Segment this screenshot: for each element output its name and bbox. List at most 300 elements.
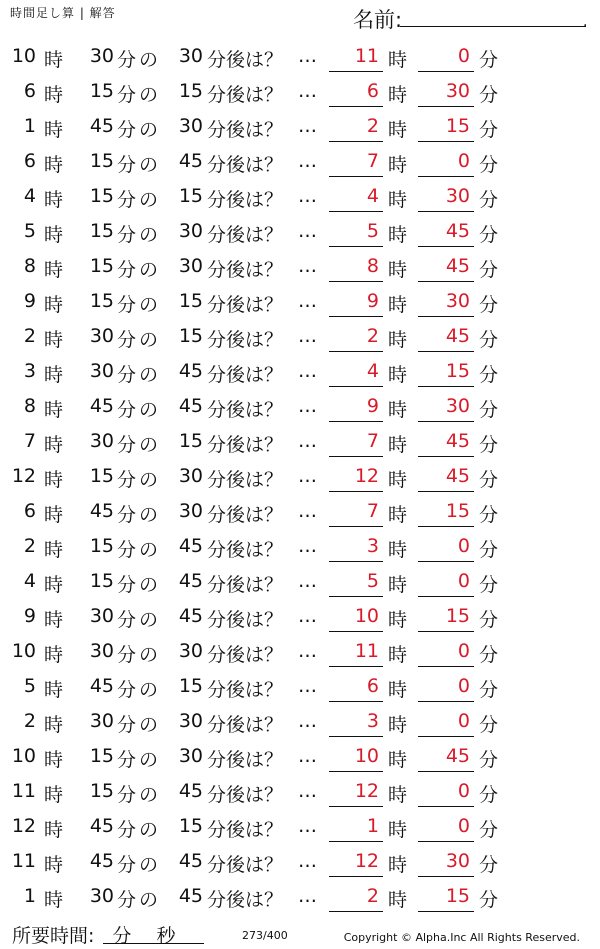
problem-list — [0, 38, 600, 913]
answer-hour: 10 — [354, 605, 379, 627]
answer-minute: 0 — [457, 640, 470, 662]
answer-hour: 7 — [366, 150, 379, 172]
answer-hour: 5 — [366, 220, 379, 242]
problem-row — [0, 668, 600, 703]
problem-start-minute: 30 — [89, 45, 114, 67]
answer-minute: 0 — [457, 535, 470, 557]
problem-start-minute: 45 — [89, 395, 114, 417]
hour-unit: 時 — [44, 714, 64, 736]
answer-minute: 0 — [457, 150, 470, 172]
answer-hour-unit: 時 — [388, 224, 408, 246]
answer-hour-unit: 時 — [388, 854, 408, 876]
problem-start-hour: 9 — [23, 605, 36, 627]
problem-start-minute: 15 — [89, 150, 114, 172]
answer-hour-unit: 時 — [388, 329, 408, 351]
particle-no: の — [139, 819, 159, 841]
question-text: 分後は？ — [207, 294, 284, 316]
minute-unit: 分 — [117, 504, 137, 526]
problem-start-hour: 2 — [23, 325, 36, 347]
minute-unit: 分 — [117, 889, 137, 911]
problem-row — [0, 773, 600, 808]
hour-unit: 時 — [44, 469, 64, 491]
hour-unit: 時 — [44, 644, 64, 666]
answer-hour-unit: 時 — [388, 749, 408, 771]
problem-row — [0, 108, 600, 143]
answer-minute-underline — [418, 911, 474, 912]
problem-added-minutes: 15 — [178, 290, 203, 312]
problem-start-minute: 15 — [89, 465, 114, 487]
answer-minute-underline — [418, 666, 474, 667]
answer-hour: 2 — [366, 115, 379, 137]
minute-unit: 分 — [117, 749, 137, 771]
answer-minute-underline — [418, 736, 474, 737]
answer-hour-underline — [329, 631, 383, 632]
ellipsis: … — [298, 325, 317, 347]
problem-start-hour: 5 — [23, 675, 36, 697]
answer-hour-underline — [329, 386, 383, 387]
answer-minute: 45 — [445, 745, 470, 767]
hour-unit: 時 — [44, 84, 64, 106]
problem-start-hour: 4 — [23, 570, 36, 592]
answer-hour: 9 — [366, 290, 379, 312]
problem-start-hour: 1 — [23, 885, 36, 907]
problem-added-minutes: 45 — [178, 360, 203, 382]
answer-minute: 15 — [445, 885, 470, 907]
answer-minute: 45 — [445, 255, 470, 277]
question-text: 分後は？ — [207, 854, 284, 876]
ellipsis: … — [298, 710, 317, 732]
answer-hour-unit: 時 — [388, 154, 408, 176]
ellipsis: … — [298, 640, 317, 662]
particle-no: の — [139, 49, 159, 71]
elapsed-time-label: 所要時間: 分 秒 — [12, 925, 176, 947]
problem-row — [0, 563, 600, 598]
particle-no: の — [139, 154, 159, 176]
particle-no: の — [139, 294, 159, 316]
problem-start-minute: 15 — [89, 535, 114, 557]
problem-start-hour: 10 — [11, 745, 36, 767]
problem-row — [0, 213, 600, 248]
problem-row — [0, 353, 600, 388]
answer-hour: 2 — [366, 325, 379, 347]
question-text: 分後は？ — [207, 749, 284, 771]
problem-row — [0, 703, 600, 738]
ellipsis: … — [298, 150, 317, 172]
answer-hour-underline — [329, 71, 383, 72]
minute-unit: 分 — [117, 539, 137, 561]
problem-row — [0, 843, 600, 878]
problem-start-minute: 15 — [89, 780, 114, 802]
hour-unit: 時 — [44, 399, 64, 421]
question-text: 分後は？ — [207, 784, 284, 806]
problem-added-minutes: 45 — [178, 395, 203, 417]
minute-unit: 分 — [117, 784, 137, 806]
answer-minute: 0 — [457, 710, 470, 732]
question-text: 分後は？ — [207, 679, 284, 701]
answer-minute-unit: 分 — [479, 259, 499, 281]
answer-minute-unit: 分 — [479, 714, 499, 736]
answer-minute-underline — [418, 141, 474, 142]
ellipsis: … — [298, 255, 317, 277]
particle-no: の — [139, 854, 159, 876]
problem-row — [0, 528, 600, 563]
problem-added-minutes: 30 — [178, 220, 203, 242]
hour-unit: 時 — [44, 434, 64, 456]
answer-hour-unit: 時 — [388, 784, 408, 806]
answer-hour: 5 — [366, 570, 379, 592]
problem-added-minutes: 45 — [178, 605, 203, 627]
answer-hour-underline — [329, 491, 383, 492]
hour-unit: 時 — [44, 854, 64, 876]
answer-minute-underline — [418, 876, 474, 877]
problem-start-hour: 6 — [23, 80, 36, 102]
problem-row — [0, 808, 600, 843]
problem-start-minute: 30 — [89, 885, 114, 907]
elapsed-time-underline — [103, 943, 204, 944]
hour-unit: 時 — [44, 504, 64, 526]
answer-hour-unit: 時 — [388, 889, 408, 911]
answer-minute-underline — [418, 106, 474, 107]
answer-minute-unit: 分 — [479, 679, 499, 701]
answer-hour-underline — [329, 526, 383, 527]
answer-minute-unit: 分 — [479, 784, 499, 806]
answer-minute: 15 — [445, 360, 470, 382]
hour-unit: 時 — [44, 574, 64, 596]
problem-start-minute: 30 — [89, 605, 114, 627]
answer-minute-unit: 分 — [479, 539, 499, 561]
minute-unit: 分 — [117, 469, 137, 491]
particle-no: の — [139, 119, 159, 141]
hour-unit: 時 — [44, 749, 64, 771]
ellipsis: … — [298, 360, 317, 382]
problem-start-minute: 45 — [89, 500, 114, 522]
particle-no: の — [139, 364, 159, 386]
ellipsis: … — [298, 395, 317, 417]
minute-unit: 分 — [117, 119, 137, 141]
answer-hour-unit: 時 — [388, 49, 408, 71]
problem-added-minutes: 30 — [178, 465, 203, 487]
ellipsis: … — [298, 850, 317, 872]
worksheet-title: 時間足し算 | 解答 — [10, 6, 116, 20]
problem-row — [0, 388, 600, 423]
ellipsis: … — [298, 500, 317, 522]
ellipsis: … — [298, 815, 317, 837]
answer-hour: 7 — [366, 500, 379, 522]
answer-minute-unit: 分 — [479, 504, 499, 526]
problem-added-minutes: 45 — [178, 885, 203, 907]
problem-start-hour: 6 — [23, 150, 36, 172]
answer-hour: 6 — [366, 80, 379, 102]
hour-unit: 時 — [44, 154, 64, 176]
problem-added-minutes: 30 — [178, 745, 203, 767]
answer-hour-underline — [329, 351, 383, 352]
answer-minute-unit: 分 — [479, 854, 499, 876]
particle-no: の — [139, 714, 159, 736]
particle-no: の — [139, 434, 159, 456]
answer-minute-unit: 分 — [479, 329, 499, 351]
problem-start-hour: 2 — [23, 535, 36, 557]
minute-unit: 分 — [117, 574, 137, 596]
problem-added-minutes: 15 — [178, 185, 203, 207]
minute-unit: 分 — [117, 364, 137, 386]
particle-no: の — [139, 644, 159, 666]
answer-hour-underline — [329, 561, 383, 562]
particle-no: の — [139, 889, 159, 911]
answer-hour: 3 — [366, 535, 379, 557]
problem-start-hour: 4 — [23, 185, 36, 207]
answer-hour-underline — [329, 806, 383, 807]
question-text: 分後は？ — [207, 224, 284, 246]
answer-minute: 45 — [445, 430, 470, 452]
problem-start-minute: 30 — [89, 360, 114, 382]
question-text: 分後は？ — [207, 434, 284, 456]
answer-minute: 0 — [457, 45, 470, 67]
hour-unit: 時 — [44, 224, 64, 246]
problem-added-minutes: 15 — [178, 325, 203, 347]
answer-minute-underline — [418, 176, 474, 177]
answer-hour-underline — [329, 666, 383, 667]
problem-start-minute: 15 — [89, 290, 114, 312]
answer-hour-underline — [329, 141, 383, 142]
answer-minute: 0 — [457, 675, 470, 697]
question-text: 分後は？ — [207, 714, 284, 736]
answer-hour-unit: 時 — [388, 294, 408, 316]
hour-unit: 時 — [44, 784, 64, 806]
problem-start-minute: 30 — [89, 640, 114, 662]
problem-row — [0, 878, 600, 913]
answer-minute-unit: 分 — [479, 119, 499, 141]
answer-minute: 30 — [445, 395, 470, 417]
answer-hour-unit: 時 — [388, 364, 408, 386]
page-number: 273/400 — [242, 929, 288, 942]
question-text: 分後は？ — [207, 819, 284, 841]
answer-minute-underline — [418, 771, 474, 772]
answer-hour-unit: 時 — [388, 189, 408, 211]
question-text: 分後は？ — [207, 189, 284, 211]
answer-hour-underline — [329, 596, 383, 597]
answer-minute-underline — [418, 351, 474, 352]
problem-start-minute: 30 — [89, 325, 114, 347]
problem-added-minutes: 30 — [178, 45, 203, 67]
answer-minute-underline — [418, 316, 474, 317]
answer-minute-underline — [418, 596, 474, 597]
answer-hour-unit: 時 — [388, 539, 408, 561]
problem-start-hour: 9 — [23, 290, 36, 312]
ellipsis: … — [298, 290, 317, 312]
problem-start-hour: 11 — [11, 780, 36, 802]
minute-unit: 分 — [117, 329, 137, 351]
problem-added-minutes: 45 — [178, 535, 203, 557]
question-text: 分後は？ — [207, 329, 284, 351]
answer-minute: 15 — [445, 500, 470, 522]
answer-minute-unit: 分 — [479, 294, 499, 316]
problem-added-minutes: 45 — [178, 570, 203, 592]
problem-row — [0, 178, 600, 213]
problem-added-minutes: 30 — [178, 255, 203, 277]
question-text: 分後は？ — [207, 539, 284, 561]
problem-row — [0, 38, 600, 73]
answer-minute-underline — [418, 526, 474, 527]
answer-hour: 11 — [354, 640, 379, 662]
question-text: 分後は？ — [207, 119, 284, 141]
ellipsis: … — [298, 535, 317, 557]
hour-unit: 時 — [44, 889, 64, 911]
problem-row — [0, 423, 600, 458]
hour-unit: 時 — [44, 329, 64, 351]
problem-added-minutes: 30 — [178, 710, 203, 732]
ellipsis: … — [298, 45, 317, 67]
problem-row — [0, 318, 600, 353]
answer-hour-unit: 時 — [388, 119, 408, 141]
answer-minute: 45 — [445, 325, 470, 347]
answer-minute-underline — [418, 386, 474, 387]
hour-unit: 時 — [44, 819, 64, 841]
answer-hour: 11 — [354, 45, 379, 67]
problem-row — [0, 458, 600, 493]
ellipsis: … — [298, 885, 317, 907]
problem-added-minutes: 45 — [178, 150, 203, 172]
problem-start-hour: 10 — [11, 640, 36, 662]
answer-hour-unit: 時 — [388, 259, 408, 281]
answer-hour-underline — [329, 316, 383, 317]
answer-hour-unit: 時 — [388, 644, 408, 666]
particle-no: の — [139, 574, 159, 596]
answer-minute: 15 — [445, 605, 470, 627]
minute-unit: 分 — [117, 84, 137, 106]
answer-minute-unit: 分 — [479, 224, 499, 246]
problem-added-minutes: 15 — [178, 80, 203, 102]
question-text: 分後は？ — [207, 644, 284, 666]
answer-minute-underline — [418, 841, 474, 842]
answer-minute: 45 — [445, 465, 470, 487]
answer-hour-underline — [329, 736, 383, 737]
answer-minute-unit: 分 — [479, 574, 499, 596]
problem-start-hour: 6 — [23, 500, 36, 522]
problem-start-hour: 10 — [11, 45, 36, 67]
copyright-notice: Copyright © Alpha.Inc All Rights Reserved. — [343, 931, 580, 944]
particle-no: の — [139, 189, 159, 211]
answer-hour-unit: 時 — [388, 609, 408, 631]
minute-unit: 分 — [117, 644, 137, 666]
answer-hour-unit: 時 — [388, 469, 408, 491]
answer-minute-underline — [418, 246, 474, 247]
problem-start-hour: 3 — [23, 360, 36, 382]
answer-minute-unit: 分 — [479, 49, 499, 71]
answer-minute-underline — [418, 806, 474, 807]
answer-minute-unit: 分 — [479, 189, 499, 211]
answer-hour: 4 — [366, 185, 379, 207]
answer-minute-underline — [418, 281, 474, 282]
problem-start-minute: 15 — [89, 80, 114, 102]
answer-minute-unit: 分 — [479, 469, 499, 491]
ellipsis: … — [298, 80, 317, 102]
answer-minute: 0 — [457, 815, 470, 837]
answer-minute-underline — [418, 631, 474, 632]
answer-hour-underline — [329, 701, 383, 702]
problem-start-hour: 1 — [23, 115, 36, 137]
problem-start-minute: 45 — [89, 815, 114, 837]
answer-hour: 3 — [366, 710, 379, 732]
minute-unit: 分 — [117, 819, 137, 841]
problem-added-minutes: 30 — [178, 640, 203, 662]
answer-hour-underline — [329, 176, 383, 177]
answer-hour-underline — [329, 106, 383, 107]
particle-no: の — [139, 329, 159, 351]
particle-no: の — [139, 84, 159, 106]
minute-unit: 分 — [117, 714, 137, 736]
answer-hour-underline — [329, 211, 383, 212]
answer-minute: 0 — [457, 780, 470, 802]
name-label: 名前: — [353, 8, 403, 32]
particle-no: の — [139, 224, 159, 246]
hour-unit: 時 — [44, 679, 64, 701]
minute-unit: 分 — [117, 434, 137, 456]
answer-hour: 12 — [354, 850, 379, 872]
ellipsis: … — [298, 570, 317, 592]
problem-row — [0, 73, 600, 108]
question-text: 分後は？ — [207, 504, 284, 526]
question-text: 分後は？ — [207, 259, 284, 281]
answer-hour-unit: 時 — [388, 399, 408, 421]
particle-no: の — [139, 679, 159, 701]
answer-minute-underline — [418, 71, 474, 72]
particle-no: の — [139, 259, 159, 281]
answer-minute-underline — [418, 561, 474, 562]
ellipsis: … — [298, 430, 317, 452]
answer-hour: 4 — [366, 360, 379, 382]
problem-start-minute: 30 — [89, 710, 114, 732]
particle-no: の — [139, 749, 159, 771]
minute-unit: 分 — [117, 679, 137, 701]
problem-row — [0, 248, 600, 283]
hour-unit: 時 — [44, 294, 64, 316]
problem-added-minutes: 30 — [178, 115, 203, 137]
question-text: 分後は？ — [207, 469, 284, 491]
answer-hour: 9 — [366, 395, 379, 417]
answer-minute-unit: 分 — [479, 609, 499, 631]
answer-hour-unit: 時 — [388, 679, 408, 701]
hour-unit: 時 — [44, 609, 64, 631]
problem-start-minute: 45 — [89, 850, 114, 872]
answer-hour-unit: 時 — [388, 574, 408, 596]
problem-start-minute: 15 — [89, 185, 114, 207]
problem-row — [0, 143, 600, 178]
ellipsis: … — [298, 220, 317, 242]
particle-no: の — [139, 784, 159, 806]
problem-start-hour: 12 — [11, 465, 36, 487]
problem-start-minute: 15 — [89, 570, 114, 592]
hour-unit: 時 — [44, 259, 64, 281]
problem-start-hour: 12 — [11, 815, 36, 837]
problem-start-hour: 8 — [23, 255, 36, 277]
answer-hour-underline — [329, 841, 383, 842]
name-underline — [400, 26, 586, 27]
answer-minute-underline — [418, 421, 474, 422]
answer-hour: 8 — [366, 255, 379, 277]
answer-hour-underline — [329, 911, 383, 912]
minute-unit: 分 — [117, 154, 137, 176]
answer-minute-underline — [418, 456, 474, 457]
answer-minute-underline — [418, 701, 474, 702]
particle-no: の — [139, 469, 159, 491]
answer-minute-underline — [418, 491, 474, 492]
problem-added-minutes: 15 — [178, 430, 203, 452]
answer-minute: 30 — [445, 185, 470, 207]
answer-hour-unit: 時 — [388, 714, 408, 736]
ellipsis: … — [298, 675, 317, 697]
name-end-dot: . — [583, 14, 588, 30]
particle-no: の — [139, 539, 159, 561]
